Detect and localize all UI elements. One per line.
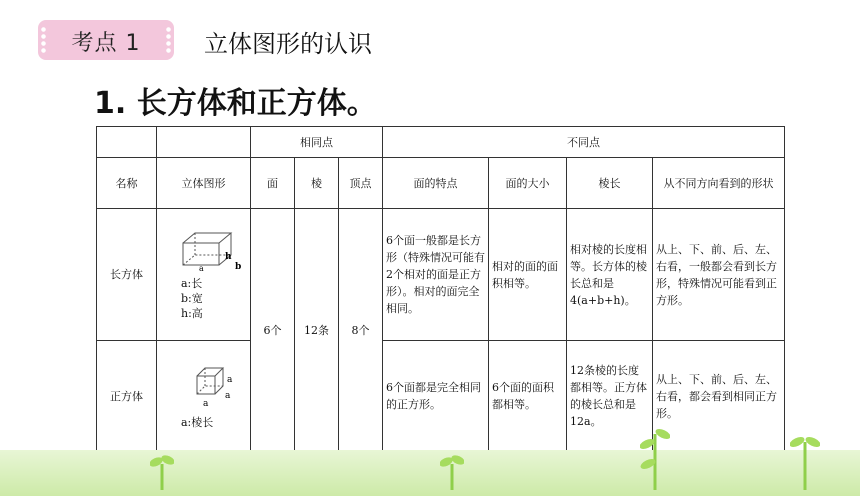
- legend-length: a:长: [181, 276, 203, 290]
- cube-row: [97, 341, 785, 452]
- same-group-header: 相同点: [251, 127, 383, 158]
- cube-face-features: 6个面都是完全相同的正方形。: [383, 341, 489, 452]
- sprout-icon: [150, 450, 174, 490]
- cuboid-face-size: 相对的面的面积相等。: [489, 209, 567, 341]
- cuboid-label-b: b: [235, 261, 242, 271]
- legend-height: h:高: [181, 306, 203, 320]
- col-name: 名称: [97, 158, 157, 209]
- sprout-icon: [640, 420, 670, 490]
- grass-strip: [0, 450, 860, 496]
- cuboid-label-a: a: [199, 263, 204, 271]
- topic-title: 立体图形的认识: [204, 30, 372, 58]
- cuboid-edge-length: 相对棱的长度相等。长方体的棱长总和是4(a+b+h)。: [567, 209, 653, 341]
- cube-views: 从上、下、前、后、左、右看，都会看到相同正方形。: [653, 341, 785, 452]
- topic-badge: [38, 20, 174, 60]
- empty-header-cell: [97, 127, 157, 158]
- cuboid-face-features: 6个面一般都是长方形（特殊情况可能有2个相对的面是正方形）。相对的面完全相同。: [383, 209, 489, 341]
- legend-edge: a:棱长: [181, 416, 214, 429]
- group-header-row: [97, 127, 785, 158]
- comparison-table: [96, 126, 785, 452]
- cube-edge-length: 12条棱的长度都相等。正方体的棱长总和是12a。: [567, 341, 653, 452]
- cuboid-figure: [181, 229, 243, 271]
- col-figure: 立体图形: [157, 158, 251, 209]
- cuboid-name: 长方体: [97, 209, 157, 341]
- col-face-size: 面的大小: [489, 158, 567, 209]
- cuboid-views: 从上、下、前、后、左、右看，一般都会看到长方形，特殊情况可能看到正方形。: [653, 209, 785, 341]
- empty-header-cell: [157, 127, 251, 158]
- cuboid-row: [97, 209, 785, 341]
- col-face-features: 面的特点: [383, 158, 489, 209]
- cuboid-label-h: h: [225, 251, 232, 262]
- cube-figure-cell: [157, 341, 251, 452]
- cube-label-a-top: a: [227, 375, 233, 385]
- col-views: 从不同方向看到的形状: [653, 158, 785, 209]
- col-faces: 面: [251, 158, 295, 209]
- cuboid-legend: [181, 276, 250, 321]
- col-edge-length: 棱长: [567, 158, 653, 209]
- sprout-icon: [440, 450, 464, 490]
- column-header-row: [97, 158, 785, 209]
- cube-legend: [181, 415, 250, 430]
- sprout-icon: [790, 430, 820, 490]
- legend-width: b:宽: [181, 291, 203, 305]
- different-group-header: 不同点: [383, 127, 785, 158]
- cube-face-size: 6个面的面积都相等。: [489, 341, 567, 452]
- col-vertices: 顶点: [339, 158, 383, 209]
- col-edges: 棱: [295, 158, 339, 209]
- cube-figure: [181, 362, 243, 410]
- cube-label-a-bottom: a: [203, 399, 209, 409]
- section-title: 1. 长方体和正方体。: [94, 86, 377, 121]
- badge-label: 考点 1: [71, 31, 141, 56]
- common-edges: 12条: [295, 209, 339, 452]
- cuboid-figure-cell: [157, 209, 251, 341]
- common-vertices: 8个: [339, 209, 383, 452]
- cube-label-a-side: a: [225, 391, 231, 401]
- common-faces: 6个: [251, 209, 295, 452]
- cube-name: 正方体: [97, 341, 157, 452]
